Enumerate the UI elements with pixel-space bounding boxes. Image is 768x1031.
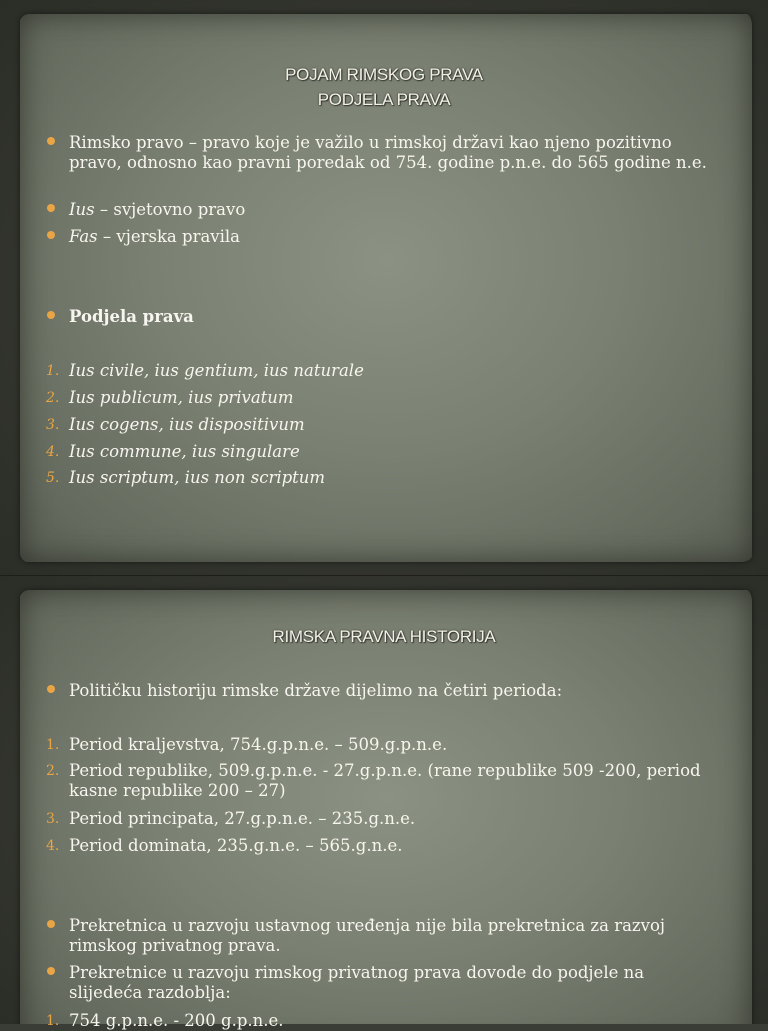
list-number: 1. <box>46 737 60 753</box>
bullet-icon <box>47 137 55 145</box>
list-number: 1. <box>46 363 60 379</box>
list-item-period-4: Period dominata, 235.g.n.e. – 565.g.n.e. <box>69 836 403 855</box>
bullet-icon <box>47 231 55 239</box>
list-item-division-3: Ius cogens, ius dispositivum <box>69 415 305 434</box>
list-item-period-1: Period kraljevstva, 754.g.p.n.e. – 509.g.p.n.e. <box>69 735 448 754</box>
bullet-intro: Političku historiju rimske države dijelimo na četiri perioda: <box>69 681 563 700</box>
bullet-icon <box>47 920 55 928</box>
slide-2-paper-background <box>20 590 752 1024</box>
section-heading-podjela-prava: Podjela prava <box>69 307 194 326</box>
bullet-icon <box>47 967 55 975</box>
list-number: 2. <box>46 390 60 406</box>
list-item-razdoblje-1: 754 g.p.n.e. - 200 g.p.n.e. <box>69 1011 284 1030</box>
list-item-division-1: Ius civile, ius gentium, ius naturale <box>69 361 364 380</box>
bullet-icon <box>47 311 55 319</box>
list-item-period-2: Period republike, 509.g.p.n.e. - 27.g.p.n.e. (rane republike 509 -200, period kasne republike 200 – 27) <box>69 761 701 800</box>
list-item-division-4: Ius commune, ius singulare <box>69 442 300 461</box>
bullet-fas <box>69 227 709 247</box>
slide-1-title-line-1: POJAM RIMSKOG PRAVA <box>285 65 483 84</box>
list-number: 1. <box>46 1013 60 1029</box>
list-item-division-5: Ius scriptum, ius non scriptum <box>69 468 326 487</box>
list-number: 4. <box>46 838 60 854</box>
bullet-prekretnica-2: Prekretnice u razvoju rimskog privatnog prava dovode do podjele na slijedeća razdoblja: <box>69 963 645 1002</box>
term-fas-definition: – vjerska pravila <box>97 227 241 246</box>
list-number: 4. <box>46 444 60 460</box>
list-number: 3. <box>46 811 60 827</box>
bullet-rimsko-pravo: Rimsko pravo – pravo koje je važilo u rimskoj državi kao njeno pozitivno pravo, odnosno kao pravni poredak od 754. godine p.n.e. do 565 godine n.e. <box>69 133 707 172</box>
term-ius-definition: – svjetovno pravo <box>94 200 246 219</box>
bullet-icon <box>47 685 55 693</box>
list-item-division-2: Ius publicum, ius privatum <box>69 388 294 407</box>
bullet-ius <box>69 200 709 220</box>
term-ius: Ius <box>69 200 95 219</box>
list-item-period-3: Period principata, 27.g.p.n.e. – 235.g.n.e. <box>69 809 416 828</box>
bullet-icon <box>47 204 55 212</box>
list-number: 3. <box>46 417 60 433</box>
list-number: 2. <box>46 763 60 779</box>
term-fas: Fas <box>69 227 98 246</box>
slide-2-title: RIMSKA PRAVNA HISTORIJA <box>272 627 496 646</box>
list-number: 5. <box>46 470 60 486</box>
slide-1-title-line-2: PODJELA PRAVA <box>317 90 451 109</box>
bullet-prekretnica-1: Prekretnica u razvoju ustavnog uređenja nije bila prekretnica za razvoj rimskog privatnog prava. <box>69 916 665 955</box>
